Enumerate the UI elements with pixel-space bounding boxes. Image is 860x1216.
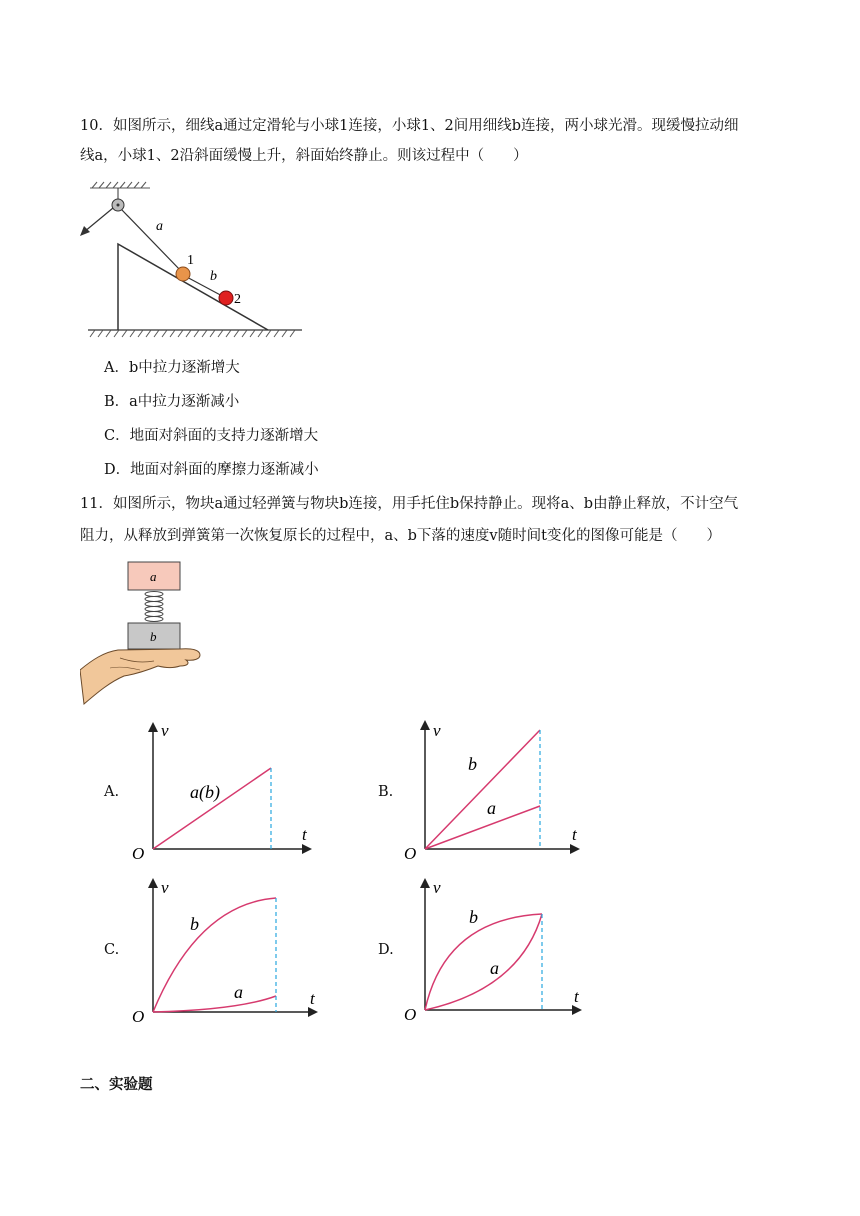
label-a: a [156,219,163,234]
graph-b [400,716,590,861]
graph-c-label-b: b [190,914,199,934]
graph-a-v-label: v [161,721,169,740]
hand-icon [80,649,200,704]
label-2: 2 [234,292,241,307]
graph-d-t-label: t [574,987,579,1006]
label-b: b [210,269,217,284]
graph-a-curve-label: a(b) [190,782,220,802]
graph-a-t-label: t [302,825,307,844]
graph-c-t-label: t [310,989,315,1008]
graph-a-origin: O [132,844,145,861]
graph-d-v-label: v [433,878,441,897]
q11-spring-hand-figure [80,558,210,708]
q11-option-d-letter[interactable]: D. [378,942,394,958]
graph-c-curve-a [153,996,276,1012]
q10-option-b[interactable]: B．a中拉力逐渐减小 [104,394,240,410]
q10-option-a[interactable]: A．b中拉力逐渐增大 [104,360,240,376]
q10-option-c[interactable]: C．地面对斜面的支持力逐渐增大 [104,428,319,444]
q10-incline-figure [80,180,310,345]
graph-b-v-label: v [433,721,441,740]
q11-option-c-letter[interactable]: C. [104,942,120,958]
q11-option-a-letter[interactable]: A. [104,784,120,800]
graph-a-curve-ab [153,768,271,849]
q11-line2: 阻力，从释放到弹簧第一次恢复原长的过程中，a、b下落的速度v随时间t变化的图像可能是（ ） [80,528,721,544]
graph-b-label-b: b [468,754,477,774]
graph-d-label-a: a [490,958,499,978]
label-1: 1 [187,253,194,268]
graph-c-v-label: v [161,878,169,897]
graph-b-t-label: t [572,825,577,844]
graph-c-label-a: a [234,982,243,1002]
q11-line1: 11．如图所示，物块a通过轻弹簧与物块b连接，用手托住b保持静止。现将a、b由静止释放，不计空气 [80,496,739,512]
q10-line2: 线a，小球1、2沿斜面缓慢上升，斜面始终静止。则该过程中（ ） [80,148,528,164]
graph-b-label-a: a [487,798,496,818]
block-a-label: a [150,569,157,584]
graph-c-curve-b [153,898,276,1012]
graph-b-curve-b [425,730,540,849]
ball-2 [219,291,233,305]
graph-a [128,716,318,861]
ball-1 [176,267,190,281]
graph-b-curve-a [425,806,540,849]
graph-d [400,874,590,1024]
section-title: 二、实验题 [80,1077,153,1093]
q10-option-d[interactable]: D．地面对斜面的摩擦力逐渐减小 [104,462,319,478]
graph-d-origin: O [404,1005,417,1024]
q10-line1: 10．如图所示，细线a通过定滑轮与小球1连接，小球1、2间用细线b连接，两小球光滑。现缓慢拉动细 [80,118,739,134]
graph-c [128,874,323,1024]
q11-option-b-letter[interactable]: B. [378,784,394,800]
graph-c-origin: O [132,1007,145,1024]
graph-d-label-b: b [469,907,478,927]
block-b-label: b [150,629,157,644]
graph-b-origin: O [404,844,417,861]
graph-d-curve-b [425,914,542,1010]
